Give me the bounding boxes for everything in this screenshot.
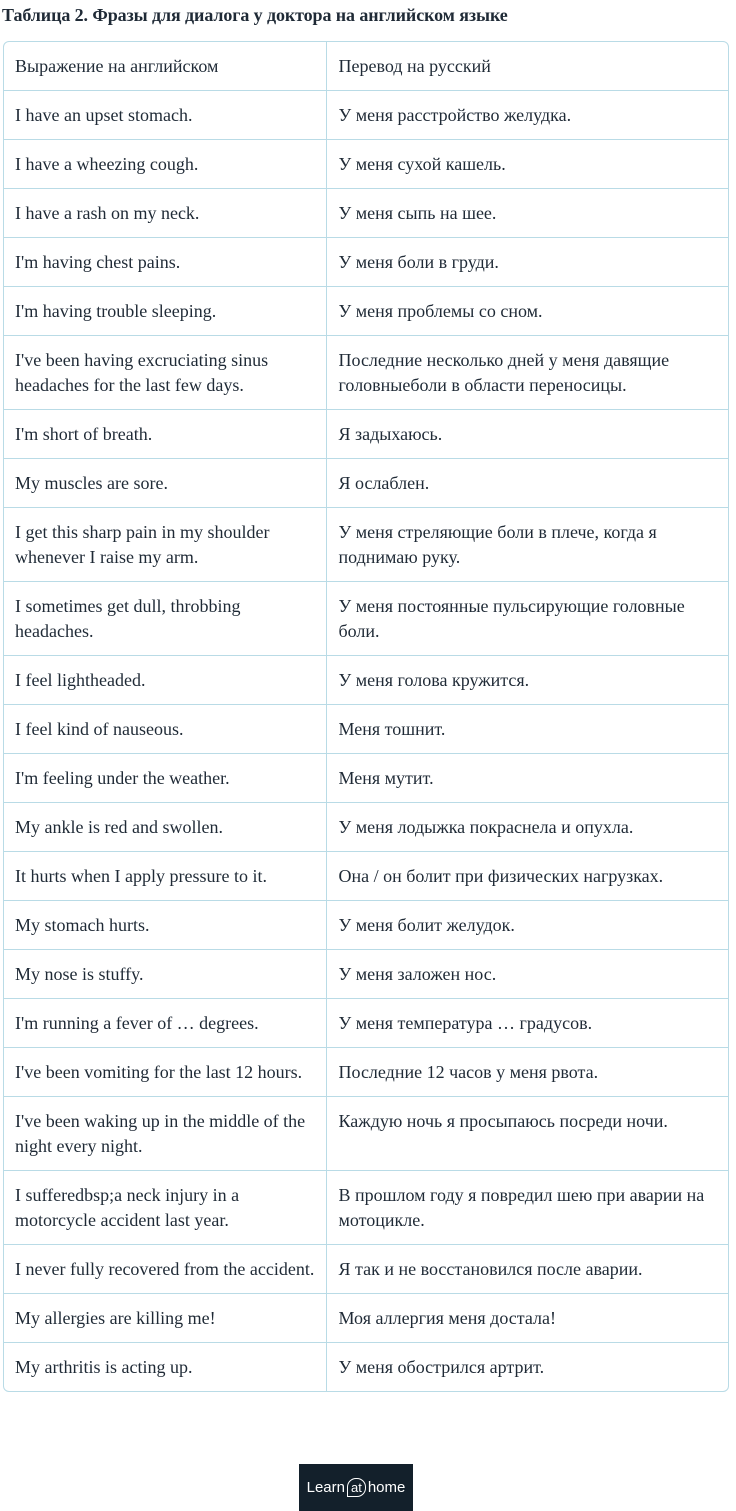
- russian-translation-cell: У меня стреляющие боли в плече, когда я поднимаю руку.: [326, 508, 728, 582]
- russian-translation-cell: Она / он болит при физических нагрузках.: [326, 852, 728, 901]
- header-russian: Перевод на русский: [338, 56, 491, 76]
- table-row: [4, 1097, 728, 1171]
- english-phrase-cell: I sometimes get dull, throbbing headaches.: [4, 582, 326, 656]
- english-phrase-cell: My allergies are killing me!: [4, 1294, 326, 1343]
- russian-translation-cell: У меня постоянные пульсирующие головные боли.: [326, 582, 728, 656]
- table-row: [4, 336, 728, 410]
- english-phrase-cell: I've been vomiting for the last 12 hours.: [4, 1048, 326, 1097]
- english-phrase-cell: I'm having trouble sleeping.: [4, 287, 326, 336]
- table-row: [4, 238, 728, 287]
- table-caption: Таблица 2. Фразы для диалога у доктора на английском языке: [2, 5, 508, 25]
- table-row: [4, 754, 728, 803]
- russian-translation-cell: Моя аллергия меня достала!: [326, 1294, 728, 1343]
- table-header-row: [4, 42, 728, 91]
- table-row: [4, 287, 728, 336]
- english-phrase-cell: I've been waking up in the middle of the night every night.: [4, 1097, 326, 1171]
- russian-translation-cell: У меня болит желудок.: [326, 901, 728, 950]
- english-phrase-cell: I get this sharp pain in my shoulder whenever I raise my arm.: [4, 508, 326, 582]
- english-phrase-cell: My stomach hurts.: [4, 901, 326, 950]
- table-row: [4, 803, 728, 852]
- english-phrase-cell: I'm running a fever of … degrees.: [4, 999, 326, 1048]
- russian-translation-cell: Я ослаблен.: [326, 459, 728, 508]
- russian-translation-cell: В прошлом году я повредил шею при аварии на мотоцикле.: [326, 1171, 728, 1245]
- russian-translation-cell: У меня обострился артрит.: [326, 1343, 728, 1392]
- russian-translation-cell: У меня температура … градусов.: [326, 999, 728, 1048]
- english-phrase-cell: My nose is stuffy.: [4, 950, 326, 999]
- russian-translation-cell: У меня сыпь на шее.: [326, 189, 728, 238]
- english-phrase-cell: My arthritis is acting up.: [4, 1343, 326, 1392]
- table-row: [4, 1171, 728, 1245]
- russian-translation-cell: Меня мутит.: [326, 754, 728, 803]
- table-row: [4, 1245, 728, 1294]
- table-row: [4, 410, 728, 459]
- english-phrase-cell: I've been having excruciating sinus headaches for the last few days.: [4, 336, 326, 410]
- header-english: Выражение на английском: [4, 42, 326, 91]
- english-phrase-cell: I have a rash on my neck.: [4, 189, 326, 238]
- logo-text-learn: Learn: [306, 1479, 345, 1496]
- table-row: [4, 508, 728, 582]
- english-phrase-cell: My muscles are sore.: [4, 459, 326, 508]
- russian-translation-cell: Меня тошнит.: [326, 705, 728, 754]
- english-phrase-cell: I sufferedbsp;a neck injury in a motorcycle accident last year.: [4, 1171, 326, 1245]
- english-phrase-cell: I'm having chest pains.: [4, 238, 326, 287]
- table-row: [4, 1343, 728, 1392]
- russian-translation-cell: Я задыхаюсь.: [326, 410, 728, 459]
- table-body: [4, 42, 728, 1391]
- english-phrase-cell: I feel lightheaded.: [4, 656, 326, 705]
- english-phrase-cell: I have an upset stomach.: [4, 91, 326, 140]
- table-row: [4, 852, 728, 901]
- russian-translation-cell: Я так и не восстановился после аварии.: [326, 1245, 728, 1294]
- russian-translation-cell: У меня сухой кашель.: [326, 140, 728, 189]
- russian-translation-cell: Последние 12 часов у меня рвота.: [326, 1048, 728, 1097]
- table-row: [4, 582, 728, 656]
- table-row: [4, 1048, 728, 1097]
- russian-translation-cell: У меня лодыжка покраснела и опухла.: [326, 803, 728, 852]
- russian-translation-cell: Последние несколько дней у меня давящие головныеболи в области переносицы.: [326, 336, 728, 410]
- table-row: [4, 459, 728, 508]
- table-row: [4, 189, 728, 238]
- russian-translation-cell: У меня расстройство желудка.: [326, 91, 728, 140]
- russian-translation-cell: Каждую ночь я просыпаюсь посреди ночи.: [326, 1097, 728, 1171]
- table-row: [4, 999, 728, 1048]
- english-phrase-cell: I feel kind of nauseous.: [4, 705, 326, 754]
- phrases-table: [3, 41, 729, 1392]
- english-phrase-cell: I never fully recovered from the accident.: [4, 1245, 326, 1294]
- learnathome-logo[interactable]: [299, 1464, 413, 1511]
- table-row: [4, 140, 728, 189]
- table-row: [4, 656, 728, 705]
- table-row: [4, 901, 728, 950]
- english-phrase-cell: I'm feeling under the weather.: [4, 754, 326, 803]
- table-row: [4, 91, 728, 140]
- russian-translation-cell: У меня проблемы со сном.: [326, 287, 728, 336]
- table-row: [4, 950, 728, 999]
- english-phrase-cell: I have a wheezing cough.: [4, 140, 326, 189]
- russian-translation-cell: У меня боли в груди.: [326, 238, 728, 287]
- table-row: [4, 705, 728, 754]
- english-phrase-cell: It hurts when I apply pressure to it.: [4, 852, 326, 901]
- russian-translation-cell: У меня заложен нос.: [326, 950, 728, 999]
- table-row: [4, 1294, 728, 1343]
- logo-text-home: home: [367, 1479, 406, 1496]
- russian-translation-cell: У меня голова кружится.: [326, 656, 728, 705]
- english-phrase-cell: I'm short of breath.: [4, 410, 326, 459]
- logo-at-bubble: at: [347, 1478, 366, 1497]
- english-phrase-cell: My ankle is red and swollen.: [4, 803, 326, 852]
